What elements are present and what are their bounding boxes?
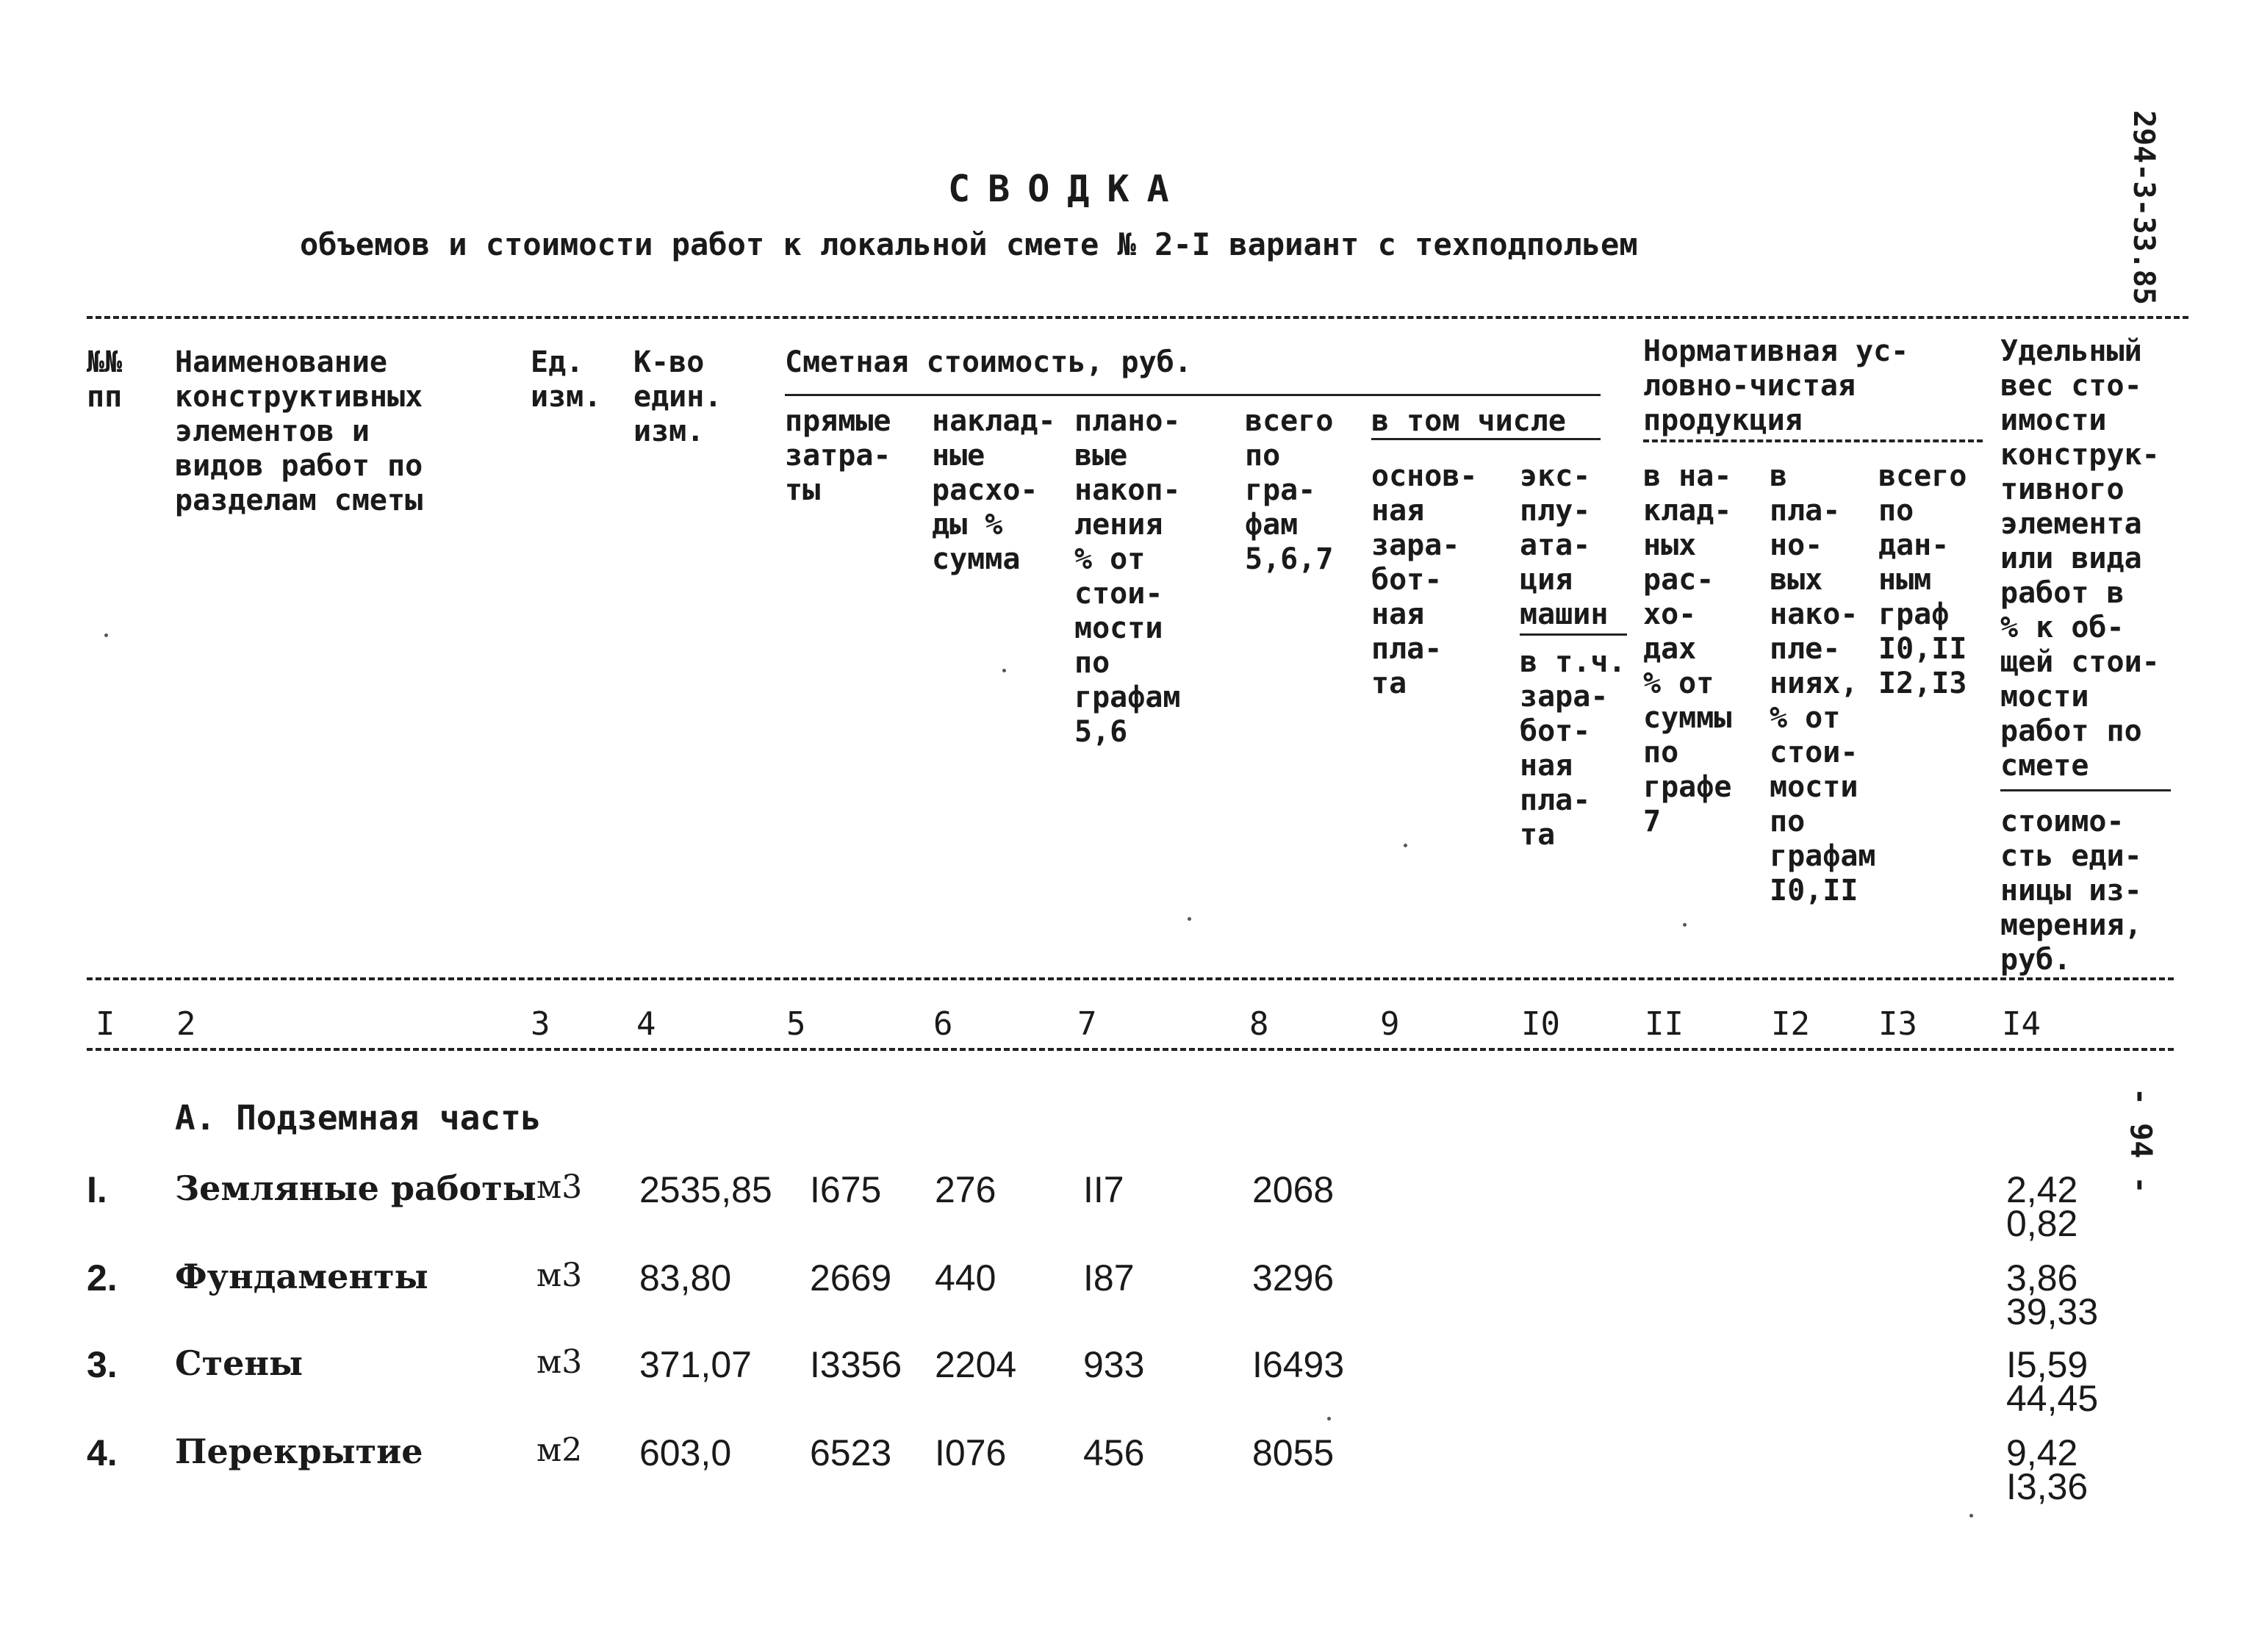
header-col8: всего по гра- фам 5,6,7	[1245, 404, 1334, 576]
row-overhead: I076	[935, 1432, 1007, 1473]
row-total: 2068	[1252, 1169, 1335, 1210]
colnum-13: I3	[1878, 1005, 1917, 1043]
page-number: - 94 -	[2124, 1088, 2158, 1194]
row-name: Стены	[175, 1343, 304, 1383]
header-col10b: в т.ч. зара- бот- ная пла- та	[1520, 645, 1626, 852]
row-qty: 83,80	[639, 1257, 732, 1299]
row-direct: I3356	[810, 1344, 902, 1385]
section-title: А. Подземная часть	[175, 1098, 542, 1138]
colnum-10: I0	[1521, 1005, 1560, 1043]
scan-speck	[1188, 917, 1191, 921]
row-direct: I675	[810, 1169, 882, 1210]
row-number: 2.	[87, 1257, 118, 1299]
row-unit-cost: I3,36	[2006, 1466, 2089, 1507]
norm-group-underline	[1643, 439, 1983, 442]
header-col3: Ед. изм.	[531, 345, 602, 414]
row-direct: 2669	[810, 1257, 892, 1299]
row-total: I6493	[1252, 1344, 1345, 1385]
scan-speck	[1404, 844, 1407, 847]
row-name: Земляные работы	[175, 1168, 536, 1208]
col10-divider	[1520, 633, 1627, 636]
row-unit-cost: 44,45	[2006, 1378, 2099, 1419]
header-col2: Наименование конструктивных элементов и видов работ по разделам сметы	[175, 345, 423, 517]
row-number: 4.	[87, 1432, 118, 1473]
colnum-8: 8	[1249, 1005, 1269, 1043]
colnum-5: 5	[786, 1005, 806, 1043]
header-col6: наклад- ные расхо- ды % сумма	[932, 404, 1056, 576]
col14-divider	[2000, 789, 2171, 791]
row-overhead: 2204	[935, 1344, 1017, 1385]
row-number: 3.	[87, 1344, 118, 1385]
header-col11: в на- клад- ных рас- хо- дах % от суммы по графе 7	[1643, 459, 1732, 838]
row-number: I.	[87, 1169, 107, 1210]
row-name: Перекрытие	[175, 1432, 423, 1471]
header-col14a: Удельный вес сто- имости конструк- тивного элемента или вида работ в % к об- щей стои- мости работ по смете	[2000, 334, 2160, 783]
row-qty: 2535,85	[639, 1169, 772, 1210]
header-col14b: стоимо- сть еди- ницы из- мерения, руб.	[2000, 805, 2142, 977]
row-unit: м2	[536, 1432, 583, 1469]
colnum-12: I2	[1771, 1005, 1810, 1043]
header-col12: в пла- но- вых нако- пле- ниях, % от стои- мости по графам I0,II	[1770, 459, 1876, 908]
colnum-14: I4	[2002, 1005, 2041, 1043]
row-overhead: 440	[935, 1257, 996, 1299]
colnum-1: I	[96, 1005, 115, 1043]
header-group-cost: Сметная стоимость, руб.	[785, 345, 1192, 379]
header-group-incl: в том числе	[1371, 404, 1566, 438]
row-planned: 456	[1083, 1432, 1145, 1473]
header-col10a: экс- плу- ата- ция машин	[1520, 459, 1609, 631]
row-direct: 6523	[810, 1432, 892, 1473]
row-name: Фундаменты	[175, 1257, 428, 1296]
row-unit-cost: 0,82	[2006, 1203, 2078, 1244]
header-col5: прямые затра- ты	[785, 404, 891, 507]
document-title: СВОДКА	[948, 168, 1187, 210]
colnum-11: II	[1645, 1005, 1684, 1043]
header-col7: плано- вые накоп- ления % от стои- мости по графам 5,6	[1074, 404, 1181, 749]
row-planned: 933	[1083, 1344, 1145, 1385]
colnum-3: 3	[531, 1005, 550, 1043]
cost-group-underline	[785, 394, 1601, 396]
row-unit: м3	[536, 1257, 583, 1294]
row-total: 8055	[1252, 1432, 1335, 1473]
header-top-rule	[87, 316, 2188, 319]
row-share: I5,59	[2006, 1344, 2089, 1385]
document-subtitle: объемов и стоимости работ к локальной смете № 2-I вариант с техподпольем	[300, 226, 1638, 262]
row-unit: м3	[536, 1168, 583, 1206]
row-share: 3,86	[2006, 1257, 2078, 1299]
header-group-norm: Нормативная ус- ловно-чистая продукция	[1643, 334, 1909, 437]
side-code: 294-3-33.85	[2127, 110, 2161, 305]
header-col4: К-во един. изм.	[633, 345, 722, 448]
incl-group-underline	[1371, 438, 1601, 440]
header-bottom-rule	[87, 977, 2174, 980]
header-col9: основ- ная зара- бот- ная пла- та	[1371, 459, 1478, 700]
row-total: 3296	[1252, 1257, 1335, 1299]
colnum-6: 6	[933, 1005, 953, 1043]
row-unit: м3	[536, 1343, 583, 1381]
scan-speck	[1969, 1514, 1973, 1518]
colnum-7: 7	[1077, 1005, 1097, 1043]
scan-speck	[104, 633, 108, 637]
colnum-9: 9	[1380, 1005, 1400, 1043]
header-col1: №№ пп	[87, 345, 123, 414]
row-unit-cost: 39,33	[2006, 1291, 2099, 1332]
row-share: 9,42	[2006, 1432, 2078, 1473]
row-planned: II7	[1083, 1169, 1124, 1210]
row-share: 2,42	[2006, 1169, 2078, 1210]
colnum-rule	[87, 1048, 2174, 1051]
row-overhead: 276	[935, 1169, 996, 1210]
row-planned: I87	[1083, 1257, 1135, 1299]
scan-speck	[1002, 669, 1006, 672]
colnum-2: 2	[176, 1005, 196, 1043]
colnum-4: 4	[636, 1005, 656, 1043]
scan-speck	[1327, 1417, 1331, 1421]
row-qty: 603,0	[639, 1432, 732, 1473]
row-qty: 371,07	[639, 1344, 752, 1385]
scan-speck	[1683, 923, 1687, 927]
header-col13: всего по дан- ным граф I0,II I2,I3	[1878, 459, 1967, 700]
